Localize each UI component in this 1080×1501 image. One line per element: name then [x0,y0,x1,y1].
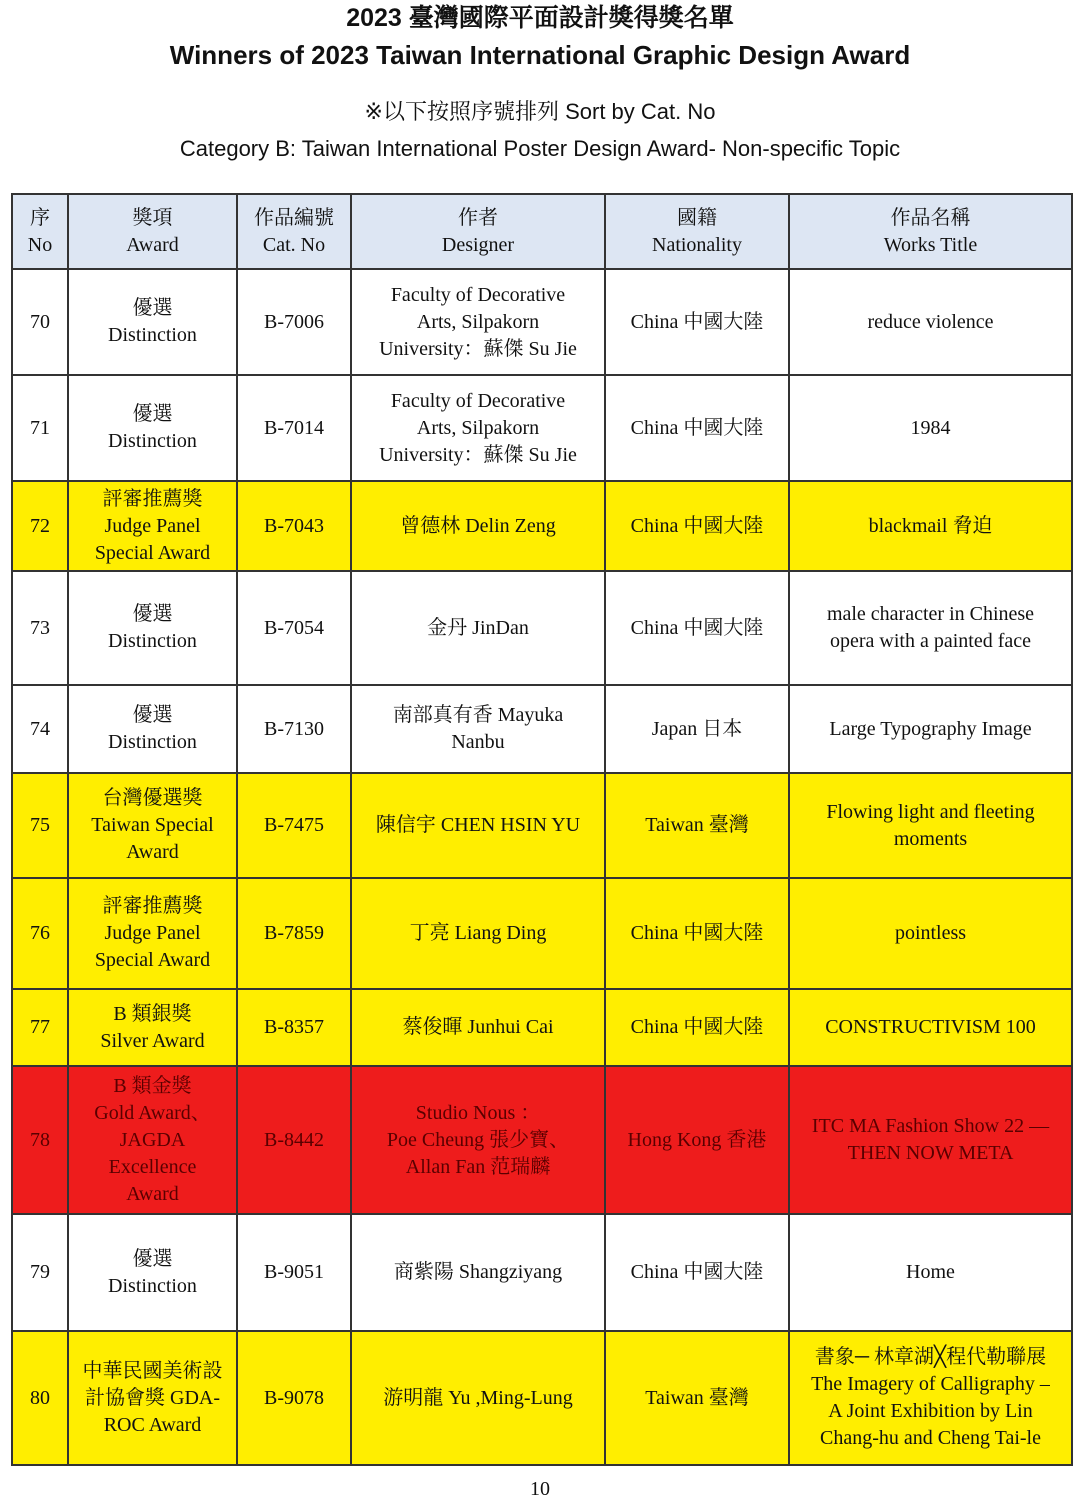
col-header-designer: 作者 Designer [351,194,605,269]
cell-designer: 金丹 JinDan [351,571,605,685]
cell-designer: 曾德林 Delin Zeng [351,481,605,571]
cell-title: 1984 [789,375,1072,481]
table-row [12,571,1072,685]
col-header-nationality: 國籍 Nationality [605,194,789,269]
cell-no: 75 [12,773,68,878]
table-row [12,773,1072,878]
cell-no: 76 [12,878,68,989]
table-row [12,375,1072,481]
cell-award: 優選 Distinction [68,269,237,375]
cell-nationality: China 中國大陸 [605,481,789,571]
cell-cat-no: B-7014 [237,375,351,481]
cell-award: 優選 Distinction [68,1214,237,1331]
category-heading: Category B: Taiwan International Poster Design Award- Non-specific Topic [179,136,901,161]
winners-table [11,193,1073,1466]
cell-cat-no: B-7130 [237,685,351,773]
cell-award: 評審推薦獎 Judge Panel Special Award [68,481,237,571]
cell-cat-no: B-9051 [237,1214,351,1331]
table-header-row [12,194,1072,269]
cell-nationality: China 中國大陸 [605,989,789,1066]
cell-award: 中華民國美術設 計協會獎 GDA- ROC Award [68,1331,237,1465]
cell-no: 74 [12,685,68,773]
col-header-cat-no: 作品編號 Cat. No [237,194,351,269]
cell-title: Large Typography Image [789,685,1072,773]
cell-designer: 商紫陽 Shangziyang [351,1214,605,1331]
cell-designer: Studio Nous ： Poe Cheung 張少寶、 Allan Fan 范瑞麟 [351,1066,605,1214]
cell-no: 77 [12,989,68,1066]
cell-designer: 蔡俊暉 Junhui Cai [351,989,605,1066]
cell-cat-no: B-9078 [237,1331,351,1465]
table-row [12,878,1072,989]
table-row [12,1066,1072,1214]
table-row [12,1214,1072,1331]
table-row [12,481,1072,571]
cell-nationality: Japan 日本 [605,685,789,773]
cell-title: pointless [789,878,1072,989]
cell-designer: 丁亮 Liang Ding [351,878,605,989]
cell-nationality: China 中國大陸 [605,878,789,989]
cell-title: ITC MA Fashion Show 22 — THEN NOW META [789,1066,1072,1214]
col-header-no: 序 No [12,194,68,269]
cell-nationality: China 中國大陸 [605,375,789,481]
cell-designer: Faculty of Decorative Arts, Silpakorn University：蘇傑 Su Jie [351,375,605,481]
cell-award: 優選 Distinction [68,571,237,685]
table-row [12,1331,1072,1465]
cell-cat-no: B-7475 [237,773,351,878]
col-header-award: 獎項 Award [68,194,237,269]
table-row [12,685,1072,773]
cell-title: male character in Chinese opera with a painted face [789,571,1072,685]
cell-title: Flowing light and fleeting moments [789,773,1072,878]
cell-nationality: Hong Kong 香港 [605,1066,789,1214]
cell-nationality: China 中國大陸 [605,269,789,375]
cell-award: 優選 Distinction [68,375,237,481]
cell-title: reduce violence [789,269,1072,375]
table-row [12,989,1072,1066]
cell-nationality: China 中國大陸 [605,1214,789,1331]
cell-cat-no: B-8357 [237,989,351,1066]
sort-note: ※以下按照序號排列 Sort by Cat. No [364,99,716,124]
cell-cat-no: B-7043 [237,481,351,571]
page-title-en: Winners of 2023 Taiwan International Graphic Design Award [169,40,911,70]
cell-cat-no: B-7054 [237,571,351,685]
cell-no: 71 [12,375,68,481]
cell-designer: 陳信宇 CHEN HSIN YU [351,773,605,878]
table-row [12,269,1072,375]
page-number: 10 [530,1478,550,1500]
cell-designer: 游明龍 Yu ,Ming-Lung [351,1331,605,1465]
cell-no: 78 [12,1066,68,1214]
cell-no: 79 [12,1214,68,1331]
cell-designer: Faculty of Decorative Arts, Silpakorn University：蘇傑 Su Jie [351,269,605,375]
cell-no: 80 [12,1331,68,1465]
cell-nationality: Taiwan 臺灣 [605,1331,789,1465]
cell-nationality: China 中國大陸 [605,571,789,685]
cell-designer: 南部真有香 Mayuka Nanbu [351,685,605,773]
cell-title: Home [789,1214,1072,1331]
cell-title: CONSTRUCTIVISM 100 [789,989,1072,1066]
cell-award: 台灣優選獎 Taiwan Special Award [68,773,237,878]
cell-award: B 類銀獎 Silver Award [68,989,237,1066]
cell-title: blackmail 脅迫 [789,481,1072,571]
cell-no: 70 [12,269,68,375]
cell-award: 評審推薦獎 Judge Panel Special Award [68,878,237,989]
page-title-zh: 2023 臺灣國際平面設計獎得獎名單 [346,4,734,32]
cell-no: 73 [12,571,68,685]
cell-cat-no: B-8442 [237,1066,351,1214]
cell-cat-no: B-7859 [237,878,351,989]
cell-award: 優選 Distinction [68,685,237,773]
cell-nationality: Taiwan 臺灣 [605,773,789,878]
cell-no: 72 [12,481,68,571]
cell-cat-no: B-7006 [237,269,351,375]
cell-title: 書象─ 林章湖╳程代勒聯展 The Imagery of Calligraphy – A Joint Exhibition by Lin Chang-hu and Cheng Tai-le [789,1331,1072,1465]
cell-award: B 類金獎 Gold Award、 JAGDA Excellence Award [68,1066,237,1214]
col-header-title: 作品名稱 Works Title [789,194,1072,269]
